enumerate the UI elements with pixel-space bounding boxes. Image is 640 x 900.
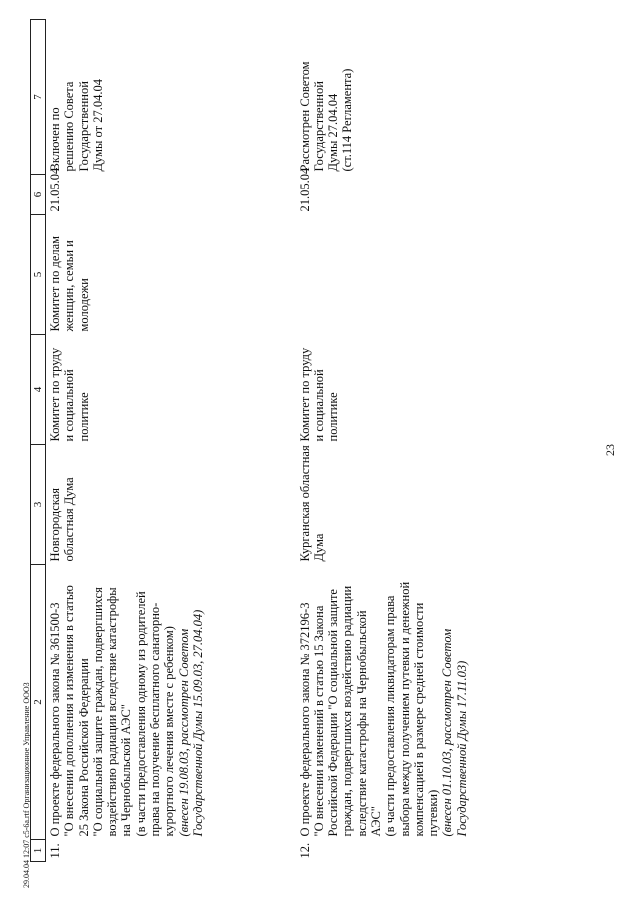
committee-cell — [296, 335, 616, 445]
bill-title-line: АЭС" — [368, 806, 383, 837]
footer-stamp: 29.04.04 12:07 c5-6a.rtf Организационное Управление ООО3 — [22, 682, 31, 888]
author-line: Новгородская — [48, 488, 62, 562]
table-row — [296, 20, 616, 862]
column-number-4: 4 — [31, 335, 46, 445]
bill-title-cell — [296, 565, 616, 840]
bill-title-line: компенсацией в размере средней стоимости — [411, 602, 426, 837]
status-line: Включен по — [48, 107, 62, 172]
author-line: областная Дума — [62, 477, 77, 562]
author-cell — [296, 445, 616, 565]
rotated-document-page — [20, 20, 620, 888]
agenda-table — [30, 19, 616, 862]
co-committee-cell — [296, 215, 616, 335]
status-cell — [46, 20, 296, 175]
table-row — [46, 20, 296, 862]
row-number-cell: 12. — [297, 842, 312, 859]
bill-title-line: "О внесении изменений в статью 15 Закона — [311, 605, 326, 837]
committee-line: Комитет по труду — [297, 347, 312, 442]
status-line: Государственной — [311, 81, 326, 172]
page-number: 23 — [603, 444, 617, 456]
bill-title-line: "О социальной защите граждан, подвергшихся — [90, 587, 105, 837]
column-number-7: 7 — [31, 20, 46, 175]
bill-title-line: (в части предоставления ликвидаторам права — [383, 595, 398, 837]
co-committee-line: молодежи — [76, 278, 91, 332]
column-number-5: 5 — [31, 215, 46, 335]
row-number-cell: 11. — [48, 843, 62, 859]
column-header-row — [31, 20, 46, 862]
column-number-2: 2 — [31, 565, 46, 840]
status-line: решению Совета — [62, 81, 77, 172]
bill-title-line: "О внесении дополнения и изменения в статью — [62, 585, 77, 837]
status-line: Думы 27.04.04 — [326, 93, 341, 172]
bill-title-line: граждан, подвергшихся воздействию радиации — [340, 585, 355, 837]
bill-note-line: Государственной Думы 15.09.03, 27.04.04) — [190, 609, 205, 837]
status-cell — [296, 20, 616, 175]
bill-note-line: (внесен 19.08.03, рассмотрен Советом — [176, 628, 191, 837]
co-committee-cell — [46, 215, 296, 335]
committee-line: политике — [326, 392, 341, 442]
committee-cell — [46, 335, 296, 445]
status-line: Думы от 27.04.04 — [90, 79, 105, 172]
author-cell — [46, 445, 296, 565]
bill-title-line: О проекте федерального закона № 372196-3 — [297, 602, 312, 837]
status-line: Государственной — [76, 81, 91, 172]
bill-title-line: путевки) — [426, 789, 441, 837]
co-committee-line: женщин, семьи и — [62, 240, 77, 332]
bill-note-line: Государственной Думы 17.11.03) — [454, 660, 469, 837]
bill-title-line: выбора между получением путевки и денежной — [397, 581, 412, 837]
bill-title-line: О проекте федерального закона № 361500-3 — [48, 602, 62, 837]
bill-title-line: на Чернобыльской АЭС" — [119, 704, 134, 837]
bill-note-line: (внесен 01.10.03, рассмотрен Советом — [440, 628, 455, 837]
status-line: (ст.114 Регламента) — [340, 68, 355, 172]
bill-title-line: (в части предоставления одному из родителей — [133, 591, 148, 837]
bill-title-cell — [46, 565, 296, 840]
bill-title-line: права на получение бесплатного санаторно- — [148, 602, 163, 837]
bill-title-line: воздействию радиации вследствие катастрофы — [105, 587, 120, 837]
committee-line: Комитет по труду — [48, 347, 62, 442]
co-committee-line: Комитет по делам — [48, 235, 62, 332]
committee-line: и социальной — [62, 369, 77, 442]
author-line: Дума — [311, 533, 326, 562]
column-number-3: 3 — [31, 445, 46, 565]
date-cell: 21.05.04 — [48, 167, 62, 212]
column-number-1: 1 — [31, 840, 46, 862]
committee-line: политике — [76, 392, 91, 442]
author-line: Курганская областная — [297, 445, 312, 562]
committee-line: и социальной — [311, 369, 326, 442]
bill-title-line: курортного лечения вместе с ребенком) — [162, 626, 177, 837]
bill-title-line: вследствие катастрофы на Чернобыльской — [354, 610, 369, 837]
column-number-6: 6 — [31, 175, 46, 215]
bill-title-line: 25 Закона Российской Федерации — [76, 658, 91, 837]
date-cell: 21.05.04 — [297, 167, 312, 212]
status-line: Рассмотрен Советом — [297, 61, 312, 172]
bill-title-line: Российской Федерации "О социальной защите — [326, 589, 341, 837]
